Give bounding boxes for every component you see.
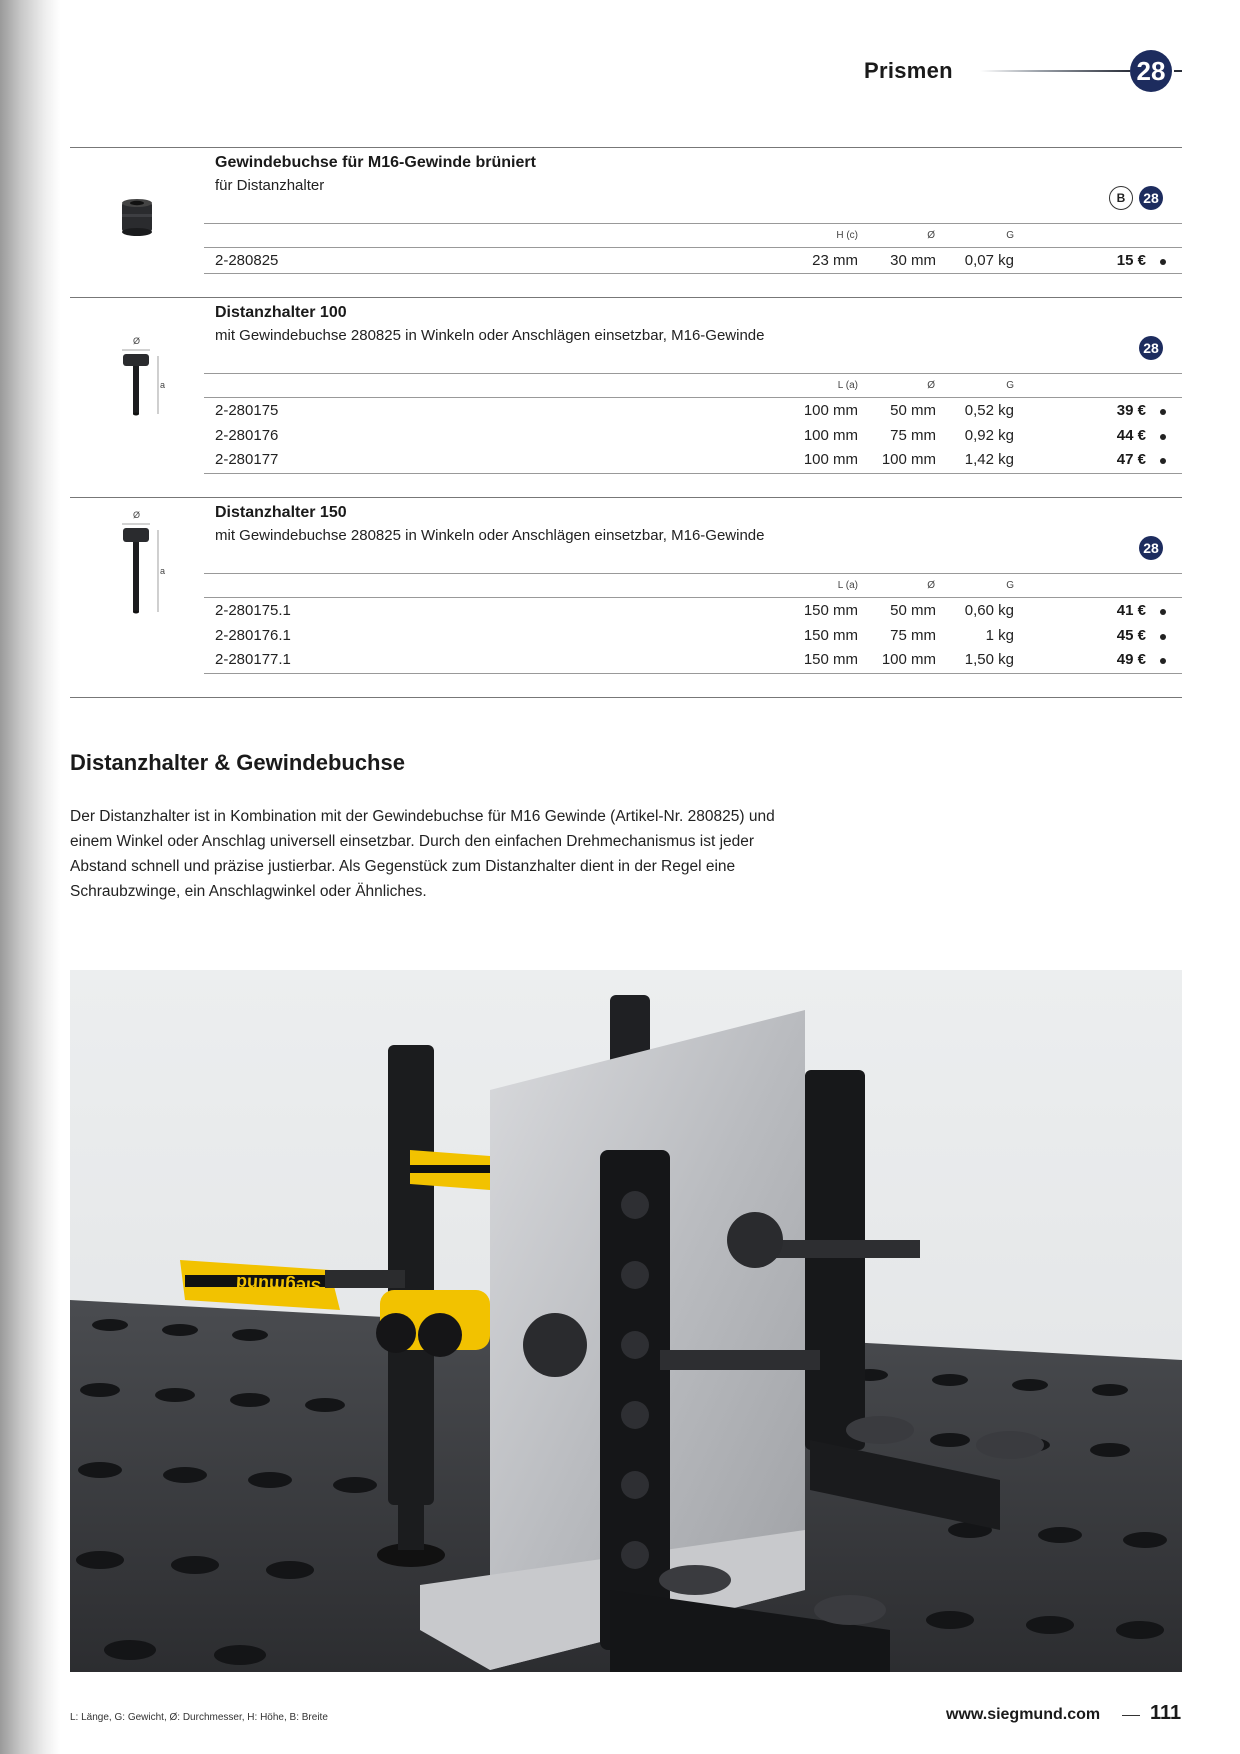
header-tick: [1174, 70, 1182, 72]
sku: 2-280176: [215, 427, 279, 444]
page-number: 111: [1150, 1702, 1182, 1724]
diameter: 75 mm: [890, 627, 936, 644]
weight: 1 kg: [985, 627, 1014, 644]
price: 39 €: [1116, 402, 1146, 419]
badge-28: 28: [1139, 536, 1163, 560]
weight: 0,60 kg: [964, 602, 1014, 619]
weight: 1,42 kg: [964, 451, 1014, 468]
column-header-diameter: Ø: [927, 580, 935, 591]
clamp-brand-label: siegmund: [235, 1272, 322, 1298]
table-divider: [204, 223, 1182, 224]
column-header-diameter: Ø: [927, 230, 935, 241]
height: 23 mm: [812, 252, 858, 269]
sku: 2-280175: [215, 402, 279, 419]
sku: 2-280177.1: [215, 651, 291, 668]
column-header-length: L (a): [837, 580, 858, 591]
product-subtitle: mit Gewindebuchse 280825 in Winkeln oder Anschlägen einsetzbar, M16-Gewinde: [215, 327, 765, 344]
price: 44 €: [1116, 427, 1146, 444]
dim-label-length: a: [160, 380, 166, 390]
header-divider: [980, 70, 1130, 72]
weight: 0,07 kg: [964, 252, 1014, 269]
availability-dot: [1160, 409, 1166, 415]
spacer-100-thumbnail: [118, 348, 162, 420]
column-header-length: L (a): [837, 380, 858, 391]
welding-table-illustration: [70, 970, 1182, 1672]
column-header-height: H (c): [836, 230, 858, 241]
diameter: 50 mm: [890, 402, 936, 419]
product-title: Gewindebuchse für M16-Gewinde brüniert: [215, 154, 536, 171]
product-title: Distanzhalter 150: [215, 504, 347, 521]
dim-label-diameter: Ø: [133, 336, 141, 346]
footer-url[interactable]: www.siegmund.com: [946, 1706, 1101, 1723]
badge-28: 28: [1139, 186, 1163, 210]
diameter: 75 mm: [890, 427, 936, 444]
price: 45 €: [1116, 627, 1146, 644]
footer-divider: [1122, 1715, 1140, 1716]
diameter: 50 mm: [890, 602, 936, 619]
sku: 2-280175.1: [215, 602, 291, 619]
product-subtitle: für Distanzhalter: [215, 177, 325, 194]
availability-dot: [1160, 658, 1166, 664]
length: 100 mm: [803, 427, 858, 444]
section-title: Distanzhalter & Gewindebuchse: [70, 750, 405, 775]
product-subtitle: mit Gewindebuchse 280825 in Winkeln oder Anschlägen einsetzbar, M16-Gewinde: [215, 527, 765, 544]
column-header-weight: G: [1006, 380, 1014, 391]
length: 150 mm: [803, 651, 858, 668]
sku: 2-280176.1: [215, 627, 291, 644]
price: 47 €: [1116, 451, 1146, 468]
footer-legend: L: Länge, G: Gewicht, Ø: Durchmesser, H: Höhe, B: Breite: [70, 1712, 328, 1723]
availability-dot: [1160, 458, 1166, 464]
header-title: Prismen: [864, 58, 953, 83]
column-header-weight: G: [1006, 580, 1014, 591]
diameter: 30 mm: [890, 252, 936, 269]
product-title: Distanzhalter 100: [215, 304, 347, 321]
product-divider: [70, 297, 1182, 298]
diameter: 100 mm: [881, 651, 936, 668]
dim-label-length: a: [160, 566, 166, 576]
table-divider: [204, 247, 1182, 248]
table-divider: [204, 273, 1182, 274]
page-header: [860, 50, 1180, 94]
product-photo: [70, 970, 1182, 1672]
product-divider: [70, 497, 1182, 498]
table-divider: [204, 397, 1182, 398]
length: 150 mm: [803, 627, 858, 644]
price: 49 €: [1116, 651, 1146, 668]
sku: 2-280177: [215, 451, 279, 468]
availability-dot: [1160, 634, 1166, 640]
table-divider: [204, 373, 1182, 374]
availability-dot: [1160, 434, 1166, 440]
sku: 2-280825: [215, 252, 279, 269]
column-header-weight: G: [1006, 230, 1014, 241]
product-divider: [70, 147, 1182, 148]
price: 41 €: [1116, 602, 1146, 619]
table-divider: [204, 673, 1182, 674]
weight: 0,52 kg: [964, 402, 1014, 419]
availability-dot: [1160, 259, 1166, 265]
dim-label-diameter: Ø: [133, 510, 141, 520]
threaded-bushing-thumbnail: [118, 198, 156, 240]
weight: 0,92 kg: [964, 427, 1014, 444]
product-divider: [70, 697, 1182, 698]
badge-28: 28: [1139, 336, 1163, 360]
badge-b: B: [1109, 186, 1133, 210]
availability-dot: [1160, 609, 1166, 615]
table-divider: [204, 597, 1182, 598]
diameter: 100 mm: [881, 451, 936, 468]
section-body: Der Distanzhalter ist in Kombination mit der Gewindebuchse für M16 Gewinde (Artikel-Nr. 280825) und einem Winkel oder Anschlag universell einsetzbar. Durch den einfachen Drehmechanismus ist jeder Abstand schnell und präzise justierbar. Als Gegenstück zum Distanzhalter dient in der Regel eine Schraubzwinge, ein Anschlagwinkel oder Ähnliches.: [70, 808, 775, 900]
spacer-150-thumbnail: [118, 522, 162, 618]
price: 15 €: [1116, 252, 1146, 269]
column-header-diameter: Ø: [927, 380, 935, 391]
page-edge-shade: [0, 0, 60, 1754]
length: 100 mm: [803, 451, 858, 468]
chapter-badge: 28: [1130, 50, 1172, 92]
weight: 1,50 kg: [964, 651, 1014, 668]
table-divider: [204, 573, 1182, 574]
table-divider: [204, 473, 1182, 474]
length: 150 mm: [803, 602, 858, 619]
length: 100 mm: [803, 402, 858, 419]
